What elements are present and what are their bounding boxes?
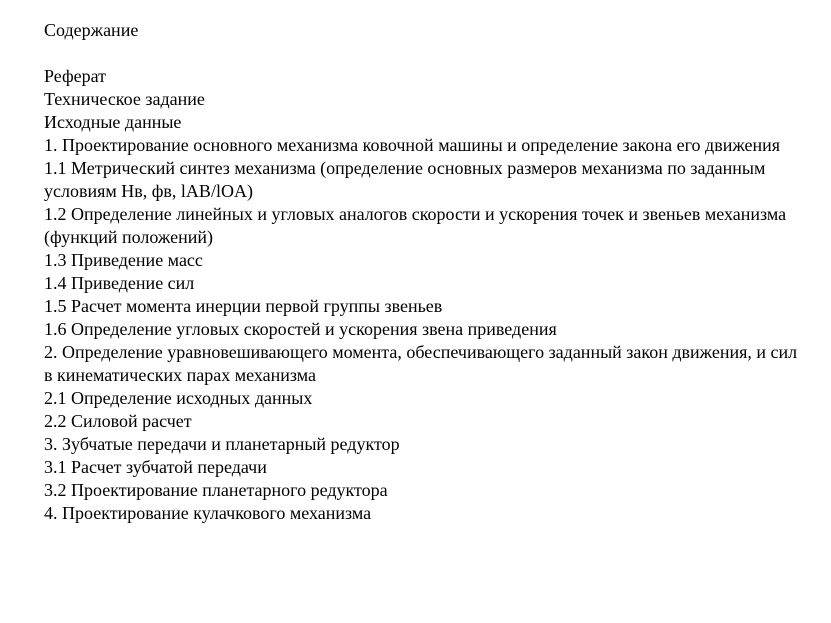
toc-entry-section-1-3: 1.3 Приведение масс xyxy=(44,250,203,270)
toc-entry-section-3: 3. Зубчатые передачи и планетарный редуктор xyxy=(44,434,400,454)
toc-entry-section-1-6: 1.6 Определение угловых скоростей и ускорения звена приведения xyxy=(44,319,557,339)
toc-entry-abstract: Реферат xyxy=(44,66,107,86)
toc-entry-section-4: 4. Проектирование кулачкового механизма xyxy=(44,503,372,523)
toc-entry-section-2-1: 2.1 Определение исходных данных xyxy=(44,388,313,408)
toc-entry-section-1-1: 1.1 Метрический синтез механизма (определение основных размеров механизма по заданным условиям Нв, фв, lAB/lOA) xyxy=(44,158,766,201)
toc-title: Содержание xyxy=(44,20,139,40)
toc-list xyxy=(44,65,804,525)
document-page xyxy=(44,19,804,525)
toc-entry-initial-data: Исходные данные xyxy=(44,112,182,132)
toc-entry-section-1-4: 1.4 Приведение сил xyxy=(44,273,195,293)
toc-entry-section-1-5: 1.5 Расчет момента инерции первой группы звеньев xyxy=(44,296,443,316)
toc-entry-section-3-2: 3.2 Проектирование планетарного редуктора xyxy=(44,480,388,500)
toc-entry-section-1-2: 1.2 Определение линейных и угловых аналогов скорости и ускорения точек и звеньев механизма (функций положений) xyxy=(44,204,787,247)
toc-entry-technical-task: Техническое задание xyxy=(44,89,205,109)
toc-entry-section-2-2: 2.2 Силовой расчет xyxy=(44,411,192,431)
toc-entry-section-3-1: 3.1 Расчет зубчатой передачи xyxy=(44,457,267,477)
toc-entry-section-1: 1. Проектирование основного механизма ковочной машины и определение закона его движения xyxy=(44,135,781,155)
toc-entry-section-2: 2. Определение уравновешивающего момента, обеспечивающего заданный закон движения, и сил в кинематических парах механизма xyxy=(44,342,798,385)
